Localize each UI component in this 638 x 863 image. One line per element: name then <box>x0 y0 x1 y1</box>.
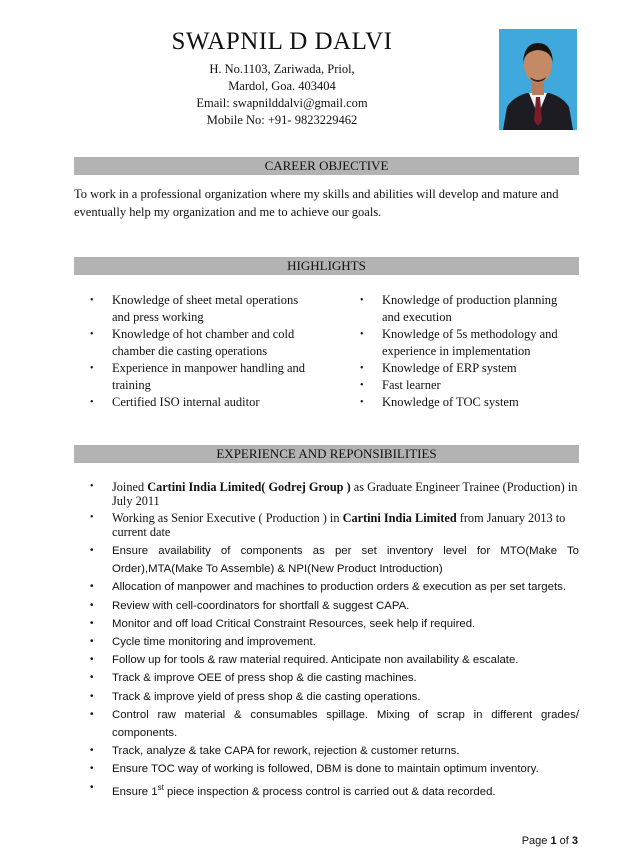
bullet-icon: • <box>360 380 364 391</box>
list-item: • Knowledge of TOC system <box>360 395 519 409</box>
bullet-icon: • <box>90 363 94 374</box>
list-item: • Ensure TOC way of working is followed, DBM is done to maintain optimum inventory. <box>74 760 579 778</box>
page-number: Page 1 of 3 <box>521 835 578 847</box>
bullet-icon: • <box>90 636 94 648</box>
bullet-icon: • <box>90 781 94 793</box>
bullet-icon: • <box>90 397 94 408</box>
bullet-icon: • <box>90 295 94 306</box>
bullet-icon: • <box>90 617 94 629</box>
list-item: • Monitor and off load Critical Constraint Resources, seek help if required. <box>74 615 579 633</box>
experience-heading: EXPERIENCE AND REPONSIBILITIES <box>74 445 579 463</box>
bullet-icon: • <box>90 672 94 684</box>
list-item: • Knowledge of hot chamber and cold chamber die casting operations <box>90 327 295 358</box>
highlights-right-list <box>344 292 604 411</box>
list-item: • Certified ISO internal auditor <box>90 395 260 409</box>
list-item: • Knowledge of 5s methodology and experience in implementation <box>360 327 558 358</box>
highlights-heading: HIGHLIGHTS <box>74 257 579 275</box>
career-objective-line-2: eventually help my organization and me to achieve our goals. <box>74 205 382 219</box>
list-item: • Experience in manpower handling and training <box>90 361 305 392</box>
list-item: • Allocation of manpower and machines to production orders & execution as per set targets. <box>74 578 579 596</box>
email-line: Email: swapnilddalvi@gmail.com <box>196 96 368 110</box>
bullet-icon: • <box>360 363 364 374</box>
bullet-icon: • <box>90 581 94 593</box>
bullet-icon: • <box>90 599 94 611</box>
list-item: • Cycle time monitoring and improvement. <box>74 633 579 651</box>
company-name: Cartini India Limited <box>342 511 457 525</box>
bullet-icon: • <box>90 763 94 775</box>
list-item: • Ensure availability of components as per set inventory level for MTO(Make To Order),MTA(Make To Assemble) & NPI(New Product Introduction) <box>74 542 579 578</box>
portrait-image <box>499 29 577 130</box>
bullet-icon: • <box>90 545 94 556</box>
bullet-icon: • <box>90 745 94 757</box>
career-objective-line-1: To work in a professional organization where my skills and abilities will develop and mature and <box>74 187 559 201</box>
list-item: • Track, analyze & take CAPA for rework, rejection & customer returns. <box>74 742 579 760</box>
highlights-left-list <box>74 292 334 411</box>
bullet-icon: • <box>90 329 94 340</box>
experience-list <box>74 480 579 801</box>
list-item: • Control raw material & consumables spillage. Mixing of scrap in different grades/ components. <box>74 706 579 742</box>
address-line-1: H. No.1103, Zariwada, Priol, <box>209 62 355 76</box>
bullet-icon: • <box>90 512 94 523</box>
bullet-icon: • <box>90 690 94 702</box>
bullet-icon: • <box>360 329 364 340</box>
address-line-2: Mardol, Goa. 403404 <box>228 79 336 93</box>
list-item: • Working as Senior Executive ( Production ) in Cartini India Limited from January 2013 to current date <box>90 511 566 539</box>
list-item: • Track & improve yield of press shop & die casting operations. <box>74 688 579 706</box>
list-item: • Knowledge of production planning and execution <box>360 293 558 324</box>
list-item: • Fast learner <box>360 378 441 392</box>
bullet-icon: • <box>360 295 364 306</box>
list-item: • Knowledge of ERP system <box>360 361 517 375</box>
career-objective-text <box>74 185 594 221</box>
bullet-icon: • <box>90 708 94 720</box>
list-item: • Joined Cartini India Limited( Godrej Group ) as Graduate Engineer Trainee (Production) in July 2011 <box>90 480 578 508</box>
candidate-name: SWAPNIL D DALVI <box>171 28 393 55</box>
mobile-line: Mobile No: +91- 9823229462 <box>206 113 358 127</box>
bullet-icon: • <box>360 397 364 408</box>
list-item: • Ensure 1st piece inspection & process control is carried out & data recorded. <box>74 779 579 801</box>
bullet-icon: • <box>90 654 94 666</box>
list-item: • Review with cell-coordinators for shortfall & suggest CAPA. <box>74 597 579 615</box>
list-item: • Track & improve OEE of press shop & die casting machines. <box>74 669 579 687</box>
list-item: • Knowledge of sheet metal operations and press working <box>90 293 299 324</box>
list-item: • Follow up for tools & raw material required. Anticipate non availability & escalate. <box>74 651 579 669</box>
career-objective-heading: CAREER OBJECTIVE <box>74 157 579 175</box>
profile-photo <box>499 29 577 130</box>
bullet-icon: • <box>90 481 94 492</box>
company-name: Cartini India Limited( Godrej Group ) <box>147 480 351 494</box>
